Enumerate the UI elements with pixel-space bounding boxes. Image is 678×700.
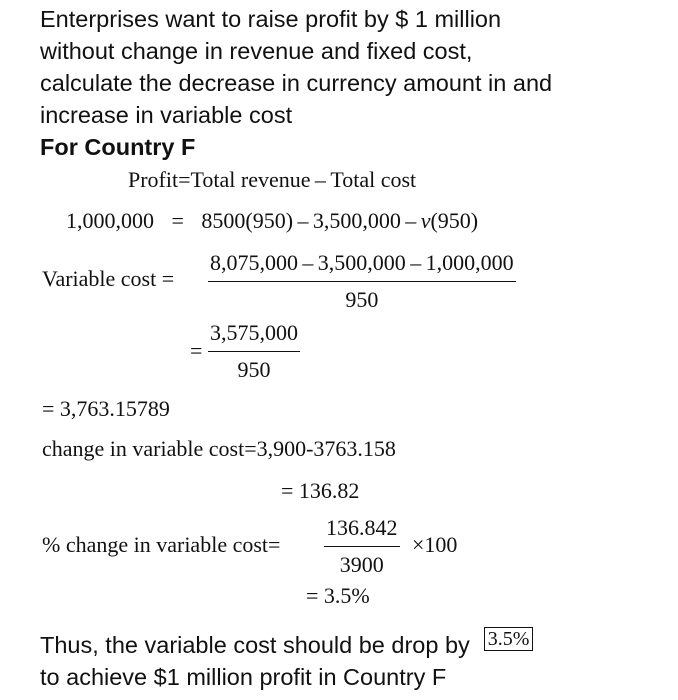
eq1-rhs-a: 8500(950) – 3,500,000 – bbox=[201, 208, 421, 233]
change-variable-cost-line: change in variable cost=3,900-3763.158 bbox=[42, 436, 396, 461]
percent-change-denominator: 3900 bbox=[339, 552, 384, 577]
percent-change-numerator: 136.842 bbox=[324, 515, 400, 547]
conclusion bbox=[40, 629, 533, 693]
conclusion-line-2: to achieve $1 million profit in Country F bbox=[40, 664, 447, 690]
country-heading: For Country F bbox=[40, 134, 196, 160]
eq3-equals: = bbox=[190, 338, 203, 363]
eq1-rhs-b: (950) bbox=[430, 208, 479, 233]
equation-profit-substitution bbox=[66, 208, 478, 234]
simplified-denominator: 950 bbox=[237, 357, 271, 382]
boxed-answer: 3.5% bbox=[484, 627, 534, 651]
eq1-variable: v bbox=[420, 208, 431, 233]
conclusion-line-1 bbox=[40, 629, 533, 661]
eq1-lhs: 1,000,000 bbox=[66, 208, 154, 233]
problem-line-1: Enterprises want to raise profit by $ 1 million bbox=[40, 6, 502, 32]
variable-cost-label: Variable cost = bbox=[42, 266, 175, 291]
percent-change-label: % change in variable cost= bbox=[42, 532, 281, 557]
variable-cost-result: = 3,763.15789 bbox=[42, 396, 170, 421]
problem-statement bbox=[40, 3, 660, 163]
variable-cost-fraction bbox=[208, 250, 516, 313]
eq1-equals: = bbox=[171, 208, 184, 233]
percent-result: = 3.5% bbox=[306, 583, 370, 608]
profit-formula: Profit=Total revenue – Total cost bbox=[128, 167, 417, 192]
simplified-numerator: 3,575,000 bbox=[208, 320, 300, 352]
change-result: = 136.82 bbox=[281, 478, 360, 503]
problem-line-3: calculate the decrease in currency amount in and bbox=[40, 70, 553, 96]
variable-cost-denominator: 950 bbox=[345, 287, 379, 312]
problem-line-2: without change in revenue and fixed cost, bbox=[40, 38, 473, 64]
conclusion-text-1: Thus, the variable cost should be drop by bbox=[40, 632, 470, 658]
problem-line-4: increase in variable cost bbox=[40, 102, 293, 128]
variable-cost-numerator: 8,075,000 – 3,500,000 – 1,000,000 bbox=[208, 250, 516, 282]
percent-multiplier: ×100 bbox=[412, 532, 458, 557]
simplified-fraction bbox=[208, 320, 300, 383]
percent-change-fraction bbox=[324, 515, 400, 578]
